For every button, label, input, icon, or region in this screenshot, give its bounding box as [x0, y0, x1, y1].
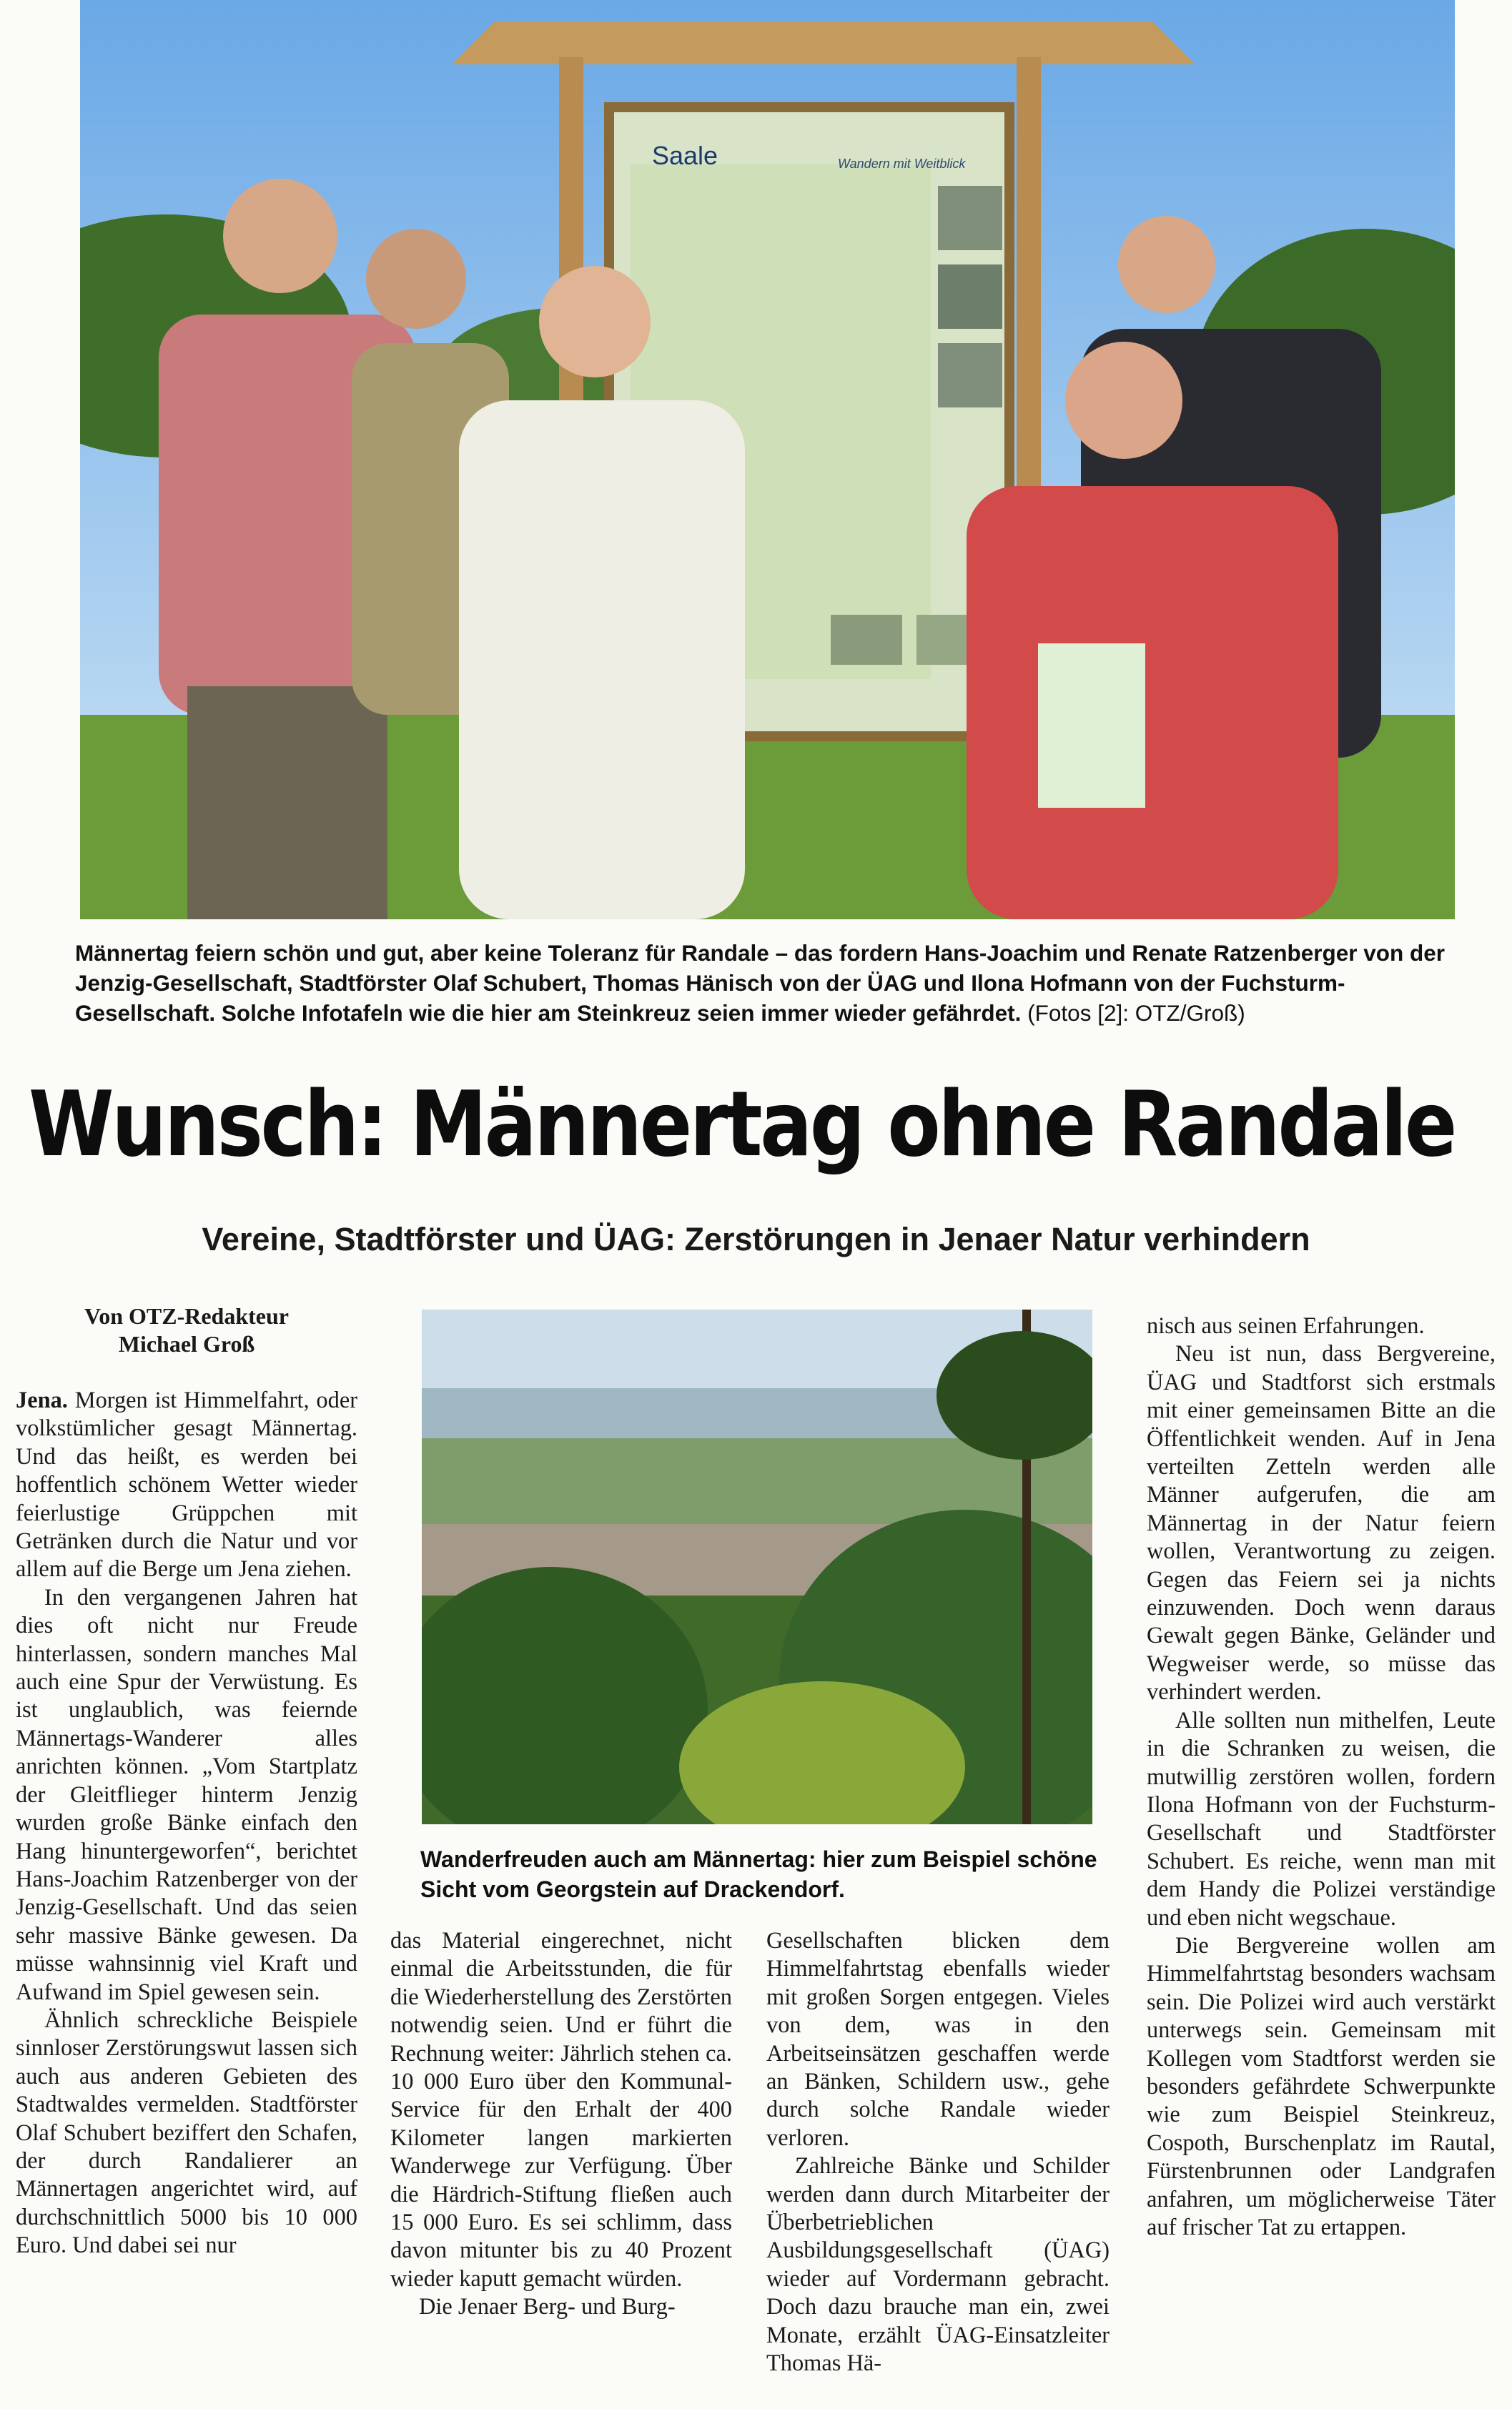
mid-photo — [422, 1310, 1092, 1824]
top-photo-caption-text: Männertag feiern schön und gut, aber keine Toleranz für Randale – das fordern Hans-Joachim und Renate Ratzenberger von der Jenzig-Gesellschaft, Stadtförster Olaf Schubert, Thomas Hänisch von der ÜAG und Ilona Hofmann von der Fuchsturm-Gesellschaft. Solche Infotafeln wie die hier am Steinkreuz seien immer wieder gefährdet. — [75, 940, 1446, 1026]
paragraph: nisch aus seinen Erfahrungen. — [1147, 1313, 1425, 1339]
paragraph — [16, 1387, 357, 1584]
paragraph: Die Bergvereine wollen am Himmelfahrtstag besonders wachsam sein. Die Polizei wird auch verstärkt unterwegs sein. Gemeinsam mit Kollegen vom Stadtforst werden sie besonders gefährdete Schwerpunkte wie zum Beispiel Steinkreuz, Cospoth, Burschenplatz im Rautal, Fürstenbrunnen oder Landgrafen anfahren, um möglicherweise Täter auf frischer Tat zu ertappen. — [1147, 1932, 1496, 2240]
subheadline: Vereine, Stadtförster und ÜAG: Zerstörungen in Jenaer Natur verhindern — [202, 1221, 1310, 1257]
paragraph: Ähnlich schreckliche Beispiele sinnloser Zerstörungswut lassen sich auch aus anderen Gebieten des Stadtwaldes vermelden. Stadtförster Olaf Schubert beziffert den Schafen, der durch Randalierer an Männertagen angerichtet wird, auf durchschnittlich 5000 bis 10 000 Euro. Und dabei sei nur — [16, 2007, 357, 2259]
paragraph: das Material eingerechnet, nicht einmal die Arbeitsstunden, die für die Wiederherstellung des Zerstörten notwendig seien. Und er führt die Rechnung weiter: Jährlich stehen ca. 10 000 Euro über den Kommunal-Service für den Erhalt der 400 Kilometer langen markierten Wanderwege zur Verfügung. Über die Härdrich-Stiftung fließen auch 15 000 Euro. Es sei schlimm, dass davon mitunter bis zu 40 Prozent wieder kaputt gemacht würden. — [390, 1928, 732, 2292]
photo-credit: (Fotos [2]: OTZ/Groß) — [1021, 1000, 1245, 1026]
dateline-city: Jena. — [16, 1387, 68, 1413]
paragraph-text: Morgen ist Himmelfahrt, oder volkstümlicher gesagt Männertag. Und das heißt, es werden bei hoffentlich schönem Wetter wieder feierlustige Grüppchen mit Getränken durch die Natur und vor allem auf die Berge um Jena ziehen. — [16, 1387, 357, 1583]
top-photo — [80, 0, 1455, 919]
paragraph: Die Jenaer Berg- und Burg- — [419, 2294, 676, 2320]
byline-line-1: Von OTZ-Redakteur — [84, 1303, 289, 1329]
article-column-3 — [766, 1927, 1110, 2378]
article-column-4 — [1147, 1312, 1496, 2242]
landscape-view-photo — [422, 1310, 1092, 1824]
article-column-2 — [390, 1927, 732, 2322]
byline-author: Michael Groß — [118, 1331, 255, 1357]
byline — [16, 1302, 357, 1358]
paragraph: Alle sollten nun mithelfen, Leute in die Schranken zu weisen, die mutwillig zerstören wollen, fordern Ilona Hofmann von der Fuchsturm-Gesellschaft und Stadtförster Schubert. Es reiche, wenn man mit dem Handy die Polizei verständige und eben nicht wegschaue. — [1147, 1707, 1496, 1931]
mid-photo-caption: Wanderfreuden auch am Männertag: hier zum Beispiel schöne Sicht vom Georgstein auf Drackendorf. — [420, 1846, 1097, 1902]
paragraph: Neu ist nun, dass Bergvereine, ÜAG und Stadtforst sich erstmals mit einer gemeinsamen Bitte an die Öffentlichkeit wenden. Auf in Jena verteilten Zetteln werden alle Männer aufgerufen, die am Männertag in der Natur feiern wollen, Verantwortung zu zeigen. Gegen das Feiern sei ja nichts einzuwenden. Doch wenn daraus Gewalt gegen Bänke, Geländer und Wegweiser werde, so müsse das verhindert werden. — [1147, 1341, 1496, 1706]
sign-header-text: Wandern mit Weitblick — [838, 157, 966, 171]
paragraph: Zahlreiche Bänke und Schilder werden dann durch Mitarbeiter der Überbetrieblichen Ausbildungsgesellschaft (ÜAG) wieder auf Vordermann gebracht. Doch dazu brauche man ein, zwei Monate, erzählt ÜAG-Einsatzleiter Thomas Hä- — [766, 2153, 1110, 2377]
headline: Wunsch: Männertag ohne Randale — [29, 1072, 1455, 1177]
sign-logo-text: Saale — [652, 141, 718, 170]
paragraph: Gesellschaften blicken dem Himmelfahrtstag ebenfalls wieder mit großen Sorgen entgegen. Vieles von dem, was in den Arbeitseinsätzen geschaffen werde an Bänken, Schildern usw., gehe durch solche Randale wieder verloren. — [766, 1928, 1110, 2151]
top-photo-caption — [75, 938, 1455, 1028]
group-photo-at-info-board — [80, 0, 1455, 919]
article-column-1 — [16, 1302, 357, 2260]
paragraph: In den vergangenen Jahren hat dies oft nicht nur Freude hinterlassen, sondern manches Mal auch eine Spur der Verwüstung. Es ist unglaublich, was feiernde Männertags-Wanderer alles anrichten können. „Vom Startplatz der Gleitflieger hinterm Jenzig wurden große Bänke einfach den Hang hinuntergeworfen“, berichtet Hans-Joachim Ratzenberger von der Jenzig-Gesellschaft. Und das seien sehr massive Bänke gewesen. Da müsse wahnsinnig viel Kraft und Aufwand im Spiel gewesen sein. — [16, 1584, 357, 2005]
